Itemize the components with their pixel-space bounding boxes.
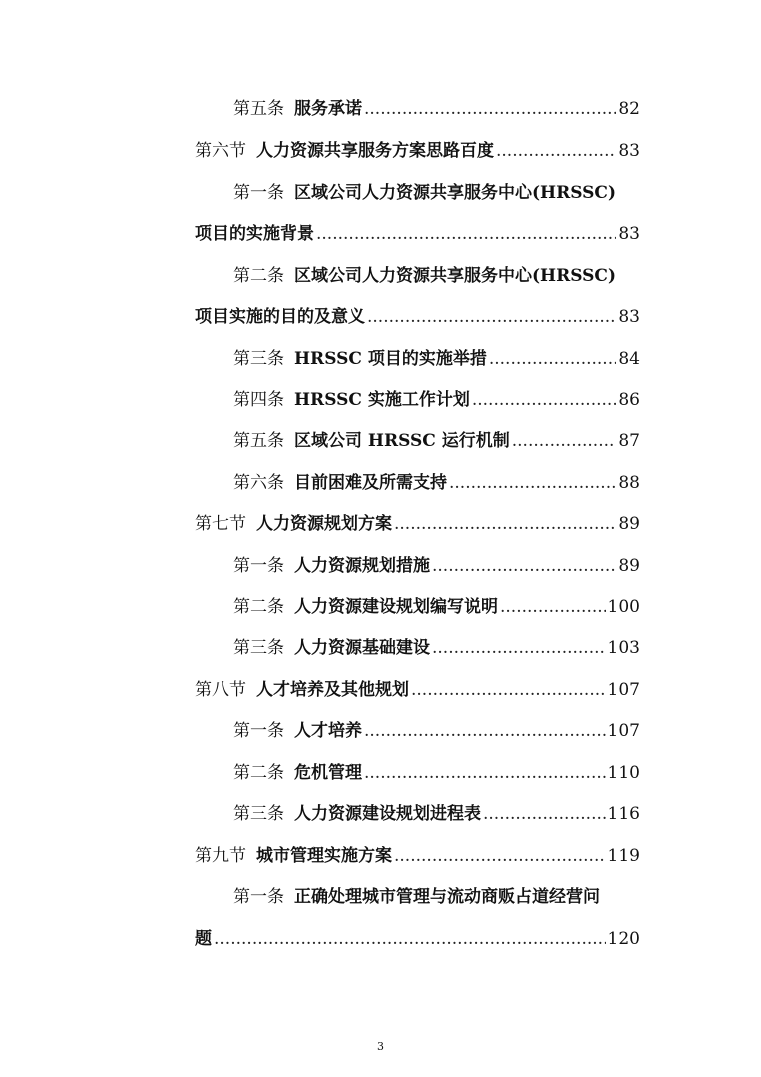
toc-entry-prefix: 第五条: [233, 431, 284, 451]
toc-entry-prefix: 第八节: [195, 680, 246, 700]
dot-leader: [449, 468, 616, 498]
dot-leader: [489, 344, 617, 374]
toc-entry-title: 人力资源基础建设: [294, 638, 430, 658]
toc-entry-title: 区域公司 HRSSC 运行机制: [294, 431, 510, 451]
dot-leader: [364, 716, 606, 746]
toc-entry[interactable]: [195, 924, 640, 954]
dot-leader: [411, 675, 606, 705]
toc-entry-page: 100: [607, 597, 640, 617]
toc-entry-wrapped-first-line[interactable]: [233, 261, 640, 291]
toc-entry-page: 83: [618, 307, 640, 327]
toc-entry-page: 120: [607, 929, 640, 949]
toc-entry-prefix: 第二条: [233, 763, 284, 783]
dot-leader: [364, 758, 606, 788]
toc-entry-title: 人力资源建设规划编写说明: [294, 597, 498, 617]
toc-entry-page: 110: [607, 763, 640, 783]
toc-entry-prefix: 第一条: [233, 183, 284, 203]
dot-leader: [432, 551, 616, 581]
toc-entry-page: 83: [618, 141, 640, 161]
toc-entry-prefix: 第五条: [233, 99, 284, 119]
toc-entry-title: 人力资源规划方案: [256, 514, 392, 534]
toc-entry-title: HRSSC 项目的实施举措: [294, 349, 487, 369]
toc-entry[interactable]: [233, 716, 640, 746]
toc-entry-prefix: 第六节: [195, 141, 246, 161]
toc-entry-title: 人力资源共享服务方案思路百度: [256, 141, 494, 161]
dot-leader: [214, 924, 606, 954]
toc-entry-wrapped-first-line[interactable]: [233, 178, 640, 208]
toc-entry[interactable]: [195, 509, 640, 539]
toc-entry[interactable]: [233, 592, 640, 622]
toc-entry[interactable]: [195, 219, 640, 249]
dot-leader: [496, 136, 616, 166]
toc-entry[interactable]: [233, 344, 640, 374]
toc-entry[interactable]: [195, 841, 640, 871]
toc-entry-prefix: 第三条: [233, 804, 284, 824]
toc-entry-prefix: 第二条: [233, 266, 284, 286]
toc-entry-title-line2: 项目实施的目的及意义: [195, 307, 365, 327]
toc-entry-page: 89: [618, 514, 640, 534]
toc-entry-title-line1: 区域公司人力资源共享服务中心(HRSSC): [294, 266, 616, 286]
toc-entry-title: 危机管理: [294, 763, 362, 783]
dot-leader: [316, 219, 616, 249]
toc-entry-prefix: 第一条: [233, 721, 284, 741]
toc-entry-page: 87: [618, 431, 640, 451]
toc-entry-page: 86: [618, 390, 640, 410]
toc-entry-title: 人才培养及其他规划: [256, 680, 409, 700]
toc-entry-page: 116: [607, 804, 640, 824]
toc-entry[interactable]: [233, 633, 640, 663]
toc-entry[interactable]: [195, 136, 640, 166]
toc-entry-prefix: 第四条: [233, 390, 284, 410]
toc-entry-title-line1: 正确处理城市管理与流动商贩占道经营问: [294, 887, 600, 907]
toc-entry-prefix: 第七节: [195, 514, 246, 534]
toc-entry[interactable]: [195, 675, 640, 705]
toc-entry-title: 服务承诺: [294, 99, 362, 119]
dot-leader: [472, 385, 617, 415]
toc-entry-page: 107: [607, 680, 640, 700]
dot-leader: [500, 592, 606, 622]
toc-entry-page: 82: [618, 99, 640, 119]
toc-entry-title: 人力资源规划措施: [294, 556, 430, 576]
toc-entry-prefix: 第一条: [233, 556, 284, 576]
dot-leader: [367, 302, 616, 332]
dot-leader: [364, 94, 616, 124]
page-number: 3: [377, 1040, 384, 1053]
toc-entry-title: 目前困难及所需支持: [294, 473, 447, 493]
toc-entry-prefix: 第六条: [233, 473, 284, 493]
toc-entry-title: 人力资源建设规划进程表: [294, 804, 481, 824]
toc-entry-title: HRSSC 实施工作计划: [294, 390, 470, 410]
toc-entry-prefix: 第一条: [233, 887, 284, 907]
toc-entry-page: 103: [607, 638, 640, 658]
toc-entry-prefix: 第九节: [195, 846, 246, 866]
toc-entry-title-line2: 题: [195, 929, 212, 949]
toc-entry[interactable]: [233, 758, 640, 788]
toc-entry-page: 119: [607, 846, 640, 866]
toc-entry-prefix: 第三条: [233, 638, 284, 658]
toc-entry-title: 人才培养: [294, 721, 362, 741]
toc-entry[interactable]: [233, 551, 640, 581]
toc-entry-prefix: 第三条: [233, 349, 284, 369]
toc-entry[interactable]: [233, 94, 640, 124]
toc-entry-page: 89: [618, 556, 640, 576]
toc-entry[interactable]: [233, 426, 640, 456]
toc-entry[interactable]: [233, 385, 640, 415]
toc-entry-title: 城市管理实施方案: [256, 846, 392, 866]
dot-leader: [394, 841, 606, 871]
toc-entry-page: 107: [607, 721, 640, 741]
dot-leader: [483, 799, 606, 829]
toc-entry-title-line2: 项目的实施背景: [195, 224, 314, 244]
dot-leader: [394, 509, 616, 539]
toc-entry[interactable]: [195, 302, 640, 332]
toc-entry[interactable]: [233, 799, 640, 829]
toc-entry-prefix: 第二条: [233, 597, 284, 617]
toc-entry-page: 84: [618, 349, 640, 369]
toc-entry-title-line1: 区域公司人力资源共享服务中心(HRSSC): [294, 183, 616, 203]
toc-entry[interactable]: [233, 468, 640, 498]
toc-entry-page: 83: [618, 224, 640, 244]
dot-leader: [512, 426, 617, 456]
toc-entry-page: 88: [618, 473, 640, 493]
dot-leader: [432, 633, 606, 663]
toc-entry-wrapped-first-line[interactable]: [233, 882, 640, 912]
